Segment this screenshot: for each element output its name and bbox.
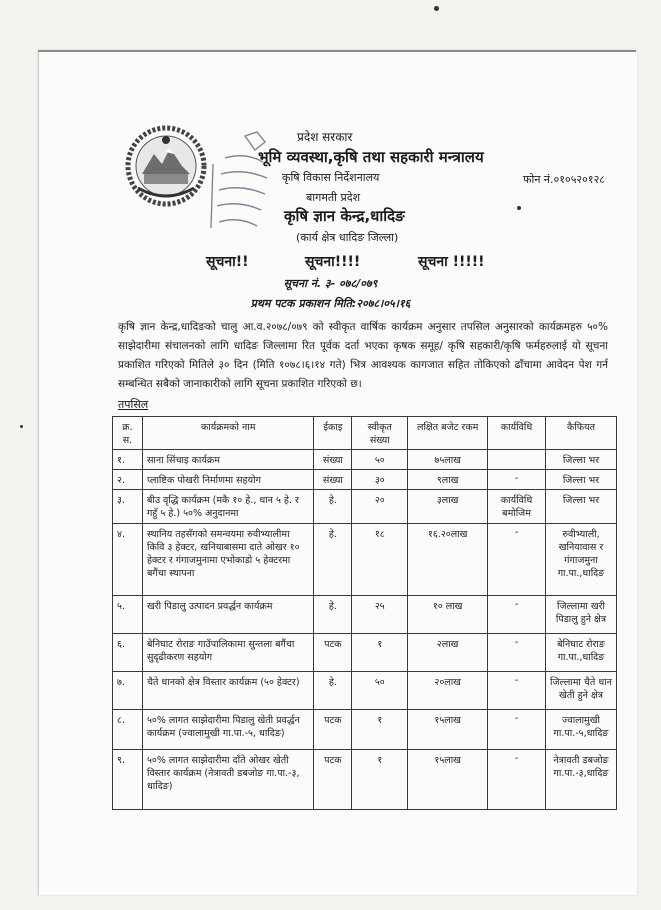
cell-program: ५०% लागत साझेदारीमा दाँते ओखर खेती विस्तार कार्यक्रम (नेत्रावती डबजोङ गा.पा.-३, धादिङ) [142, 750, 313, 810]
table-row [113, 596, 617, 634]
cell-procedure [488, 450, 546, 470]
cell-count: २५ [352, 596, 408, 634]
cell-remarks: ज्वालामुखी गा.पा.-५,धादिङ [545, 710, 616, 750]
table-row [113, 470, 617, 490]
cell-budget: १६.२०लाख [408, 524, 488, 596]
cell-budget: १५लाख [408, 750, 488, 810]
notice-heading-3: सूचना !!!!! [418, 254, 485, 270]
cell-remarks: जिल्लामा चैते धान खेती हुने क्षेत्र [545, 672, 616, 710]
cell-budget: ९लाख [408, 470, 488, 490]
cell-unit: पटक [314, 634, 352, 672]
cell-program: बेनिघाट रोराङ गाउँपालिकामा सुन्तला बगैंचा सुदृढीकरण सहयोग [142, 634, 313, 672]
cell-remarks: जिल्ला भर [545, 490, 616, 524]
header-serial: क्र. स. [113, 417, 143, 450]
cell-program: बीउ वृद्धि कार्यक्रम (मकै १० हे., धान ५ हे. र गहुँ ५ हे.) ५०% अनुदानमा [142, 490, 313, 524]
cell-count: ३० [352, 470, 408, 490]
scan-speck [434, 6, 439, 11]
header-program-name: कार्यक्रमको नाम [142, 417, 313, 450]
cell-budget: १५लाख [408, 710, 488, 750]
cell-remarks: रुवीभ्याली, खनियावास र गंगाजमुना गा.पा.,धादिङ [545, 524, 616, 596]
cell-program: खरी पिडालु उत्पादन प्रवर्द्धन कार्यक्रम [142, 596, 313, 634]
cell-unit: संख्या [314, 450, 352, 470]
cell-unit: हे. [314, 524, 352, 596]
directorate-name: कृषि विकास निर्देशनालय [282, 171, 380, 184]
cell-procedure: - [488, 710, 546, 750]
cell-count: १ [352, 634, 408, 672]
header-target-budget: लक्षित बजेट रकम [408, 417, 488, 450]
cell-unit: संख्या [314, 470, 352, 490]
cell-serial: ६. [113, 634, 143, 672]
province-name: बागमती प्रदेश [306, 191, 361, 204]
cell-unit: पटक [314, 710, 352, 750]
cell-serial: ४. [113, 524, 143, 596]
office-name: कृषि ज्ञान केन्द्र,धादिङ [284, 207, 405, 225]
scan-speck [20, 425, 23, 428]
cell-procedure: - [488, 470, 546, 490]
cell-program: स्थानिय तहसँगको समन्वयमा रुवीभ्यालीमा किवि ३ हेक्टर, खनियाबासमा दाते ओखर १० हेक्टर र गंगाजमुनामा एभोकाडो ५ हेक्टरमा बगैंचा स्थापना [142, 524, 313, 596]
header-remarks: कैफियत [545, 417, 616, 450]
table-row [113, 750, 617, 810]
publication-date: प्रथम पटक प्रकाशन मिति:२०७८।०५।१६ [250, 297, 411, 310]
cell-procedure: कार्यविधि बमोजिम [488, 490, 546, 524]
cell-unit: पटक [314, 750, 352, 810]
cell-budget: ७५लाख [408, 450, 488, 470]
cell-remarks: जिल्लामा खरी पिडालु हुने क्षेत्र [545, 596, 616, 634]
cell-serial: ७. [113, 672, 143, 710]
cell-count: ५० [352, 450, 408, 470]
table-row [113, 490, 617, 524]
cell-remarks: जिल्ला भर [545, 470, 616, 490]
scan-speck [517, 206, 521, 210]
table-row [113, 634, 617, 672]
cell-remarks: बेनिघाट रोराङ गा.पा.,धादिङ [545, 634, 616, 672]
cell-program: साना सिंचाइ कार्यक्रम [142, 450, 313, 470]
table-header-row [113, 417, 617, 450]
table-row [113, 524, 617, 596]
cell-serial: ५. [113, 596, 143, 634]
cell-serial: १. [113, 450, 143, 470]
phone-number: फोन नं.०१०५२०१२८ [523, 173, 606, 186]
notice-body: कृषि ज्ञान केन्द्र,धादिङको चालु आ.व.२०७८/०७९ को स्वीकृत वार्षिक कार्यक्रम अनुसार तपसिल अनुसारको कार्यक्रमहरु ५०% साझेदारीमा संचालनको लागि धादिङ जिल्लामा रित पूर्वक दर्ता भएका कृषक समूह/ कृषि सहकारी/कृषि फर्महरुलाई यो सूचना प्रकाशित गरिएको मितिले ३० दिन (मिति १०७८।६।१४ गते) भित्र आवश्यक कागजात सहित तोकिएको ढाँचामा आवेदन पेश गर्न सम्बन्धित सबैको जानाकारीको लागि सूचना प्रकाशित गरिएको छ। [118, 321, 608, 390]
cell-program: ५०% लागत साझेदारीमा पिडालु खेती प्रवर्द्धन कार्यक्रम (ज्वालामुखी गा.पा.-५, धादिङ) [142, 710, 313, 750]
cell-unit: हे. [314, 490, 352, 524]
cell-remarks: नेत्रावती डबजोङ गा.पा.-३,धादिङ [545, 750, 616, 810]
page-top-edge [38, 50, 636, 52]
cell-budget: १० लाख [408, 596, 488, 634]
header-procedure: कार्यविधि [488, 417, 546, 450]
cell-procedure: - [488, 596, 546, 634]
cell-unit: हे. [314, 596, 352, 634]
cell-program: चैते धानको क्षेत्र विस्तार कार्यक्रम (५० हेक्टर) [142, 672, 313, 710]
cell-count: १८ [352, 524, 408, 596]
cell-serial: ३. [113, 490, 143, 524]
notice-heading-1: सूचना!! [206, 254, 249, 270]
office-jurisdiction: (कार्य क्षेत्र धादिङ जिल्ला) [296, 231, 399, 244]
cell-count: २० [352, 490, 408, 524]
ministry-name: भूमि व्यवस्था,कृषि तथा सहकारी मन्त्रालय [258, 148, 484, 166]
header-approved-count: स्वीकृत संख्या [352, 417, 408, 450]
cell-procedure: - [488, 672, 546, 710]
cell-unit: हे. [314, 672, 352, 710]
cell-serial: ८. [113, 710, 143, 750]
schedule-label: तपसिल [118, 398, 149, 411]
notice-number: सूचना नं. ३- ०७८/०७९ [283, 277, 378, 290]
cell-budget: २लाख [408, 634, 488, 672]
notice-heading-2: सूचना!!!! [305, 254, 361, 270]
cell-procedure: - [488, 750, 546, 810]
table-row [113, 450, 617, 470]
program-table [112, 416, 617, 810]
cell-count: १ [352, 750, 408, 810]
cell-serial: ९. [113, 750, 143, 810]
cell-count: १ [352, 710, 408, 750]
cell-count: ५० [352, 672, 408, 710]
cell-budget: ३लाख [408, 490, 488, 524]
table-row [113, 710, 617, 750]
cell-program: प्लाष्टिक पोखरी निर्माणमा सहयोग [142, 470, 313, 490]
cell-procedure: - [488, 524, 546, 596]
province-government: प्रदेश सरकार [297, 130, 353, 144]
cell-serial: २. [113, 470, 143, 490]
cell-budget: २०लाख [408, 672, 488, 710]
nepal-emblem-icon [124, 124, 208, 208]
cell-procedure: - [488, 634, 546, 672]
cell-remarks: जिल्ला भर [545, 450, 616, 470]
table-row [113, 672, 617, 710]
header-unit: ईकाइ [314, 417, 352, 450]
